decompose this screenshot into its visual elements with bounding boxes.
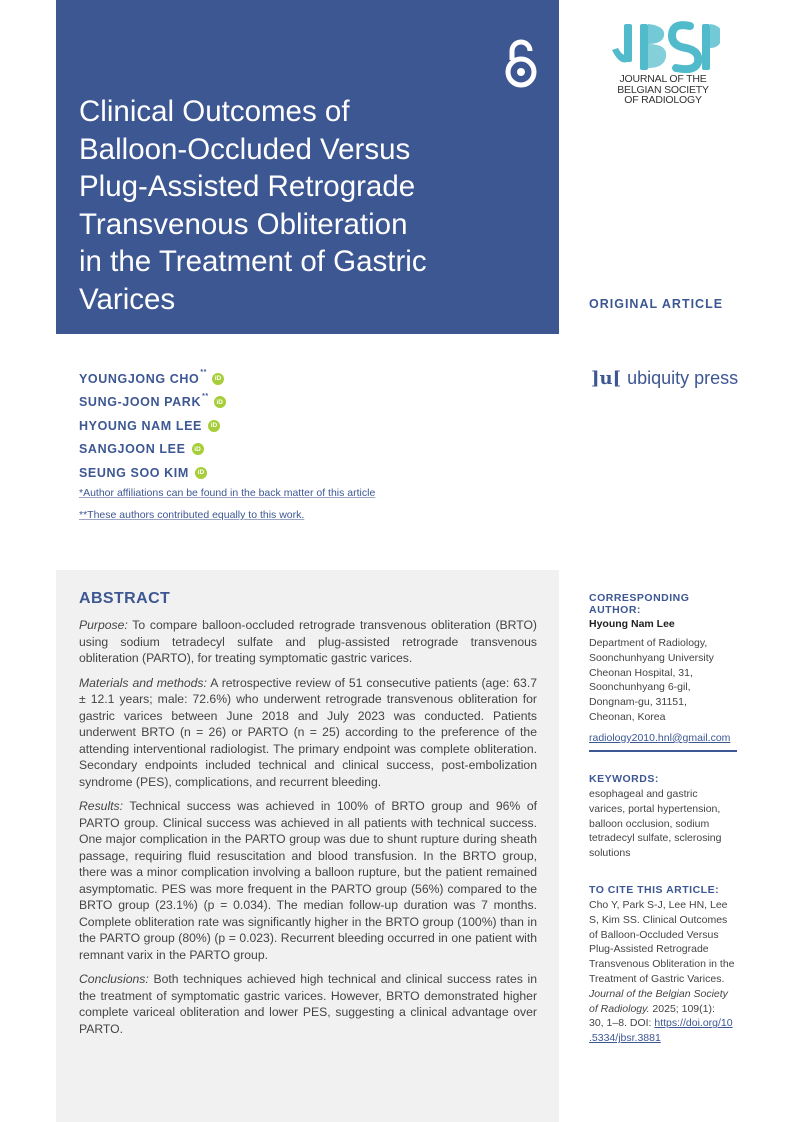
- conclusions-label: Conclusions:: [79, 972, 149, 986]
- address-line: Dongnam-gu, 31151,: [589, 696, 687, 709]
- journal-name-line: JOURNAL OF THE: [619, 73, 707, 85]
- citation-block: [589, 884, 739, 1046]
- author-name: SUNG-JOON PARK: [79, 395, 202, 410]
- citation-heading: TO CITE THIS ARTICLE:: [589, 884, 720, 896]
- equal-contribution-link[interactable]: **These authors contributed equally to this work.: [79, 509, 305, 521]
- author-item: [79, 438, 226, 462]
- orcid-icon[interactable]: iD: [214, 396, 226, 408]
- corresponding-author-block: [589, 592, 739, 746]
- author-item: [79, 414, 226, 438]
- methods-label: Materials and methods:: [79, 675, 207, 690]
- publisher-logo[interactable]: [591, 368, 738, 389]
- citation-pages: 30, 1–8. DOI:: [589, 1017, 655, 1030]
- citation-line: S, Kim SS. Clinical Outcomes: [589, 913, 728, 926]
- orcid-icon[interactable]: iD: [208, 420, 220, 432]
- author-item: [79, 391, 226, 415]
- article-type-label: ORIGINAL ARTICLE: [589, 297, 724, 311]
- title-line: Balloon-Occluded Versus: [79, 132, 411, 166]
- author-name: YOUNGJONG CHO: [79, 371, 200, 386]
- corresponding-address: [589, 636, 739, 725]
- purpose-text: To compare balloon-occluded retrograde transvenous obliteration (BRTO) using sodium tetradecyl sulfate and plug-assisted retrograde transvenous obliteration (PARTO), for treating symptomatic gastric varices.: [79, 618, 537, 665]
- citation-line: Treatment of Gastric Varices.: [589, 972, 725, 985]
- citation-doi-line: [589, 1016, 739, 1031]
- journal-name-line: BELGIAN SOCIETY: [617, 83, 709, 96]
- author-name: SEUNG SOO KIM: [79, 465, 189, 480]
- keyword-line: tetradecyl sulfate, sclerosing: [589, 832, 722, 845]
- address-line: Soonchunhyang University: [589, 651, 714, 664]
- article-title: [79, 93, 519, 319]
- title-line: Clinical Outcomes of: [79, 95, 350, 128]
- title-line: Transvenous Obliteration: [79, 207, 408, 241]
- citation-journal-line: [589, 987, 739, 1002]
- ubiquity-mark-icon: ]u[: [591, 368, 622, 389]
- address-line: Department of Radiology,: [589, 637, 708, 649]
- results-text: Technical success was achieved in 100% of BRTO group and 96% of PARTO group. Clinical success was achieved in all patients with technical success. One major complication in the PARTO group was due to shunt rupture during sheath passage, requiring fluid resuscitation and blood transfusion. In the BRTO group, there was a minor complication involving a balloon rupture, but the patient remained asymptomatic. PES was more frequent in the PARTO group (56%) compared to the BRTO group (23.1%) (p = 0.034). The median follow-up duration was 7 months. Complete obliteration rate was significantly higher in the BRTO group (100%) than in the PARTO group (80%) (p = 0.023). Recurrent bleeding occurred in one patient with remnant varix in the PARTO group.: [79, 799, 537, 962]
- affiliations-link[interactable]: *Author affiliations can be found in the back matter of this article: [79, 487, 376, 499]
- abstract-conclusions: [79, 971, 537, 1037]
- address-line: Soonchunhyang 6-gil,: [589, 681, 691, 694]
- keywords-heading: KEYWORDS:: [589, 773, 659, 785]
- journal-name: [604, 74, 722, 106]
- conclusions-text: Both techniques achieved high technical and clinical success rates in the treatment of symptomatic gastric varices. However, BRTO demonstrated higher complete variceal obliteration and lower PES, suggesting a clinical advantage over PARTO.: [79, 972, 537, 1036]
- purpose-label: Purpose:: [79, 618, 128, 632]
- author-list: [79, 367, 226, 485]
- doi-link-continued[interactable]: .5334/jbsr.3881: [589, 1032, 661, 1045]
- keyword-line: esophageal and gastric: [589, 788, 698, 800]
- results-label: Results:: [79, 799, 124, 813]
- orcid-icon[interactable]: iD: [212, 373, 224, 385]
- abstract-results: [79, 798, 537, 963]
- orcid-icon[interactable]: iD: [195, 467, 207, 479]
- doi-link[interactable]: https://doi.org/10: [654, 1017, 733, 1030]
- title-line: Varices: [79, 282, 176, 316]
- keyword-line: varices, portal hypertension,: [589, 802, 721, 815]
- citation-volume: 2025; 109(1):: [649, 1002, 715, 1015]
- abstract-purpose: [79, 617, 537, 667]
- author-item: [79, 461, 226, 485]
- abstract-body: [79, 617, 537, 1045]
- author-name: SANGJOON LEE: [79, 442, 186, 457]
- keyword-line: balloon occlusion, sodium: [589, 817, 710, 830]
- corresponding-name: Hyoung Nam Lee: [589, 618, 675, 630]
- citation-line: Cho Y, Park S-J, Lee HN, Lee: [589, 899, 728, 911]
- author-name: HYOUNG NAM LEE: [79, 418, 202, 433]
- citation-line: of Balloon-Occluded Versus: [589, 928, 719, 941]
- address-line: Cheonan, Korea: [589, 710, 666, 723]
- citation-journal: Journal of the Belgian Society: [589, 987, 728, 1000]
- author-mark: **: [200, 369, 207, 376]
- keyword-line: solutions: [589, 847, 631, 860]
- corresponding-heading: CORRESPONDING AUTHOR:: [589, 592, 690, 616]
- address-line: Cheonan Hospital, 31,: [589, 666, 693, 679]
- citation-journal-end: of Radiology.: [589, 1002, 650, 1015]
- journal-name-line: OF RADIOLOGY: [624, 94, 702, 106]
- citation-line: Plug-Assisted Retrograde: [589, 943, 709, 956]
- author-item: [79, 367, 226, 391]
- sidebar-divider: [589, 750, 737, 752]
- methods-text: A retrospective review of 51 consecutive patients (age: 63.7 ± 12.1 years; male: 72.6%) who underwent retrograde transvenous obliteration for gastric varices between June 2018 and July 2023 was conducted. Patients underwent BRTO (n = 26) or PARTO (n = 25) according to the preference of the attending interventional radiologist. The primary endpoint was complete obliteration. Secondary endpoints included technical and clinical success, post-embolization syndrome (PES), complications, and recurrent bleeding.: [79, 675, 537, 789]
- title-line: Plug-Assisted Retrograde: [79, 170, 416, 204]
- corresponding-email-link[interactable]: radiology2010.hnl@gmail.com: [589, 731, 731, 744]
- publisher-name: ubiquity press: [627, 368, 739, 388]
- abstract-methods: [79, 675, 537, 791]
- keywords-block: [589, 773, 739, 861]
- abstract-heading: ABSTRACT: [79, 590, 171, 607]
- open-access-icon: [503, 38, 539, 90]
- orcid-icon[interactable]: iD: [192, 443, 204, 455]
- title-line: in the Treatment of Gastric: [79, 245, 427, 279]
- author-mark: **: [202, 392, 209, 400]
- citation-volume-line: [589, 1002, 739, 1017]
- citation-line: Transvenous Obliteration in the: [589, 958, 735, 971]
